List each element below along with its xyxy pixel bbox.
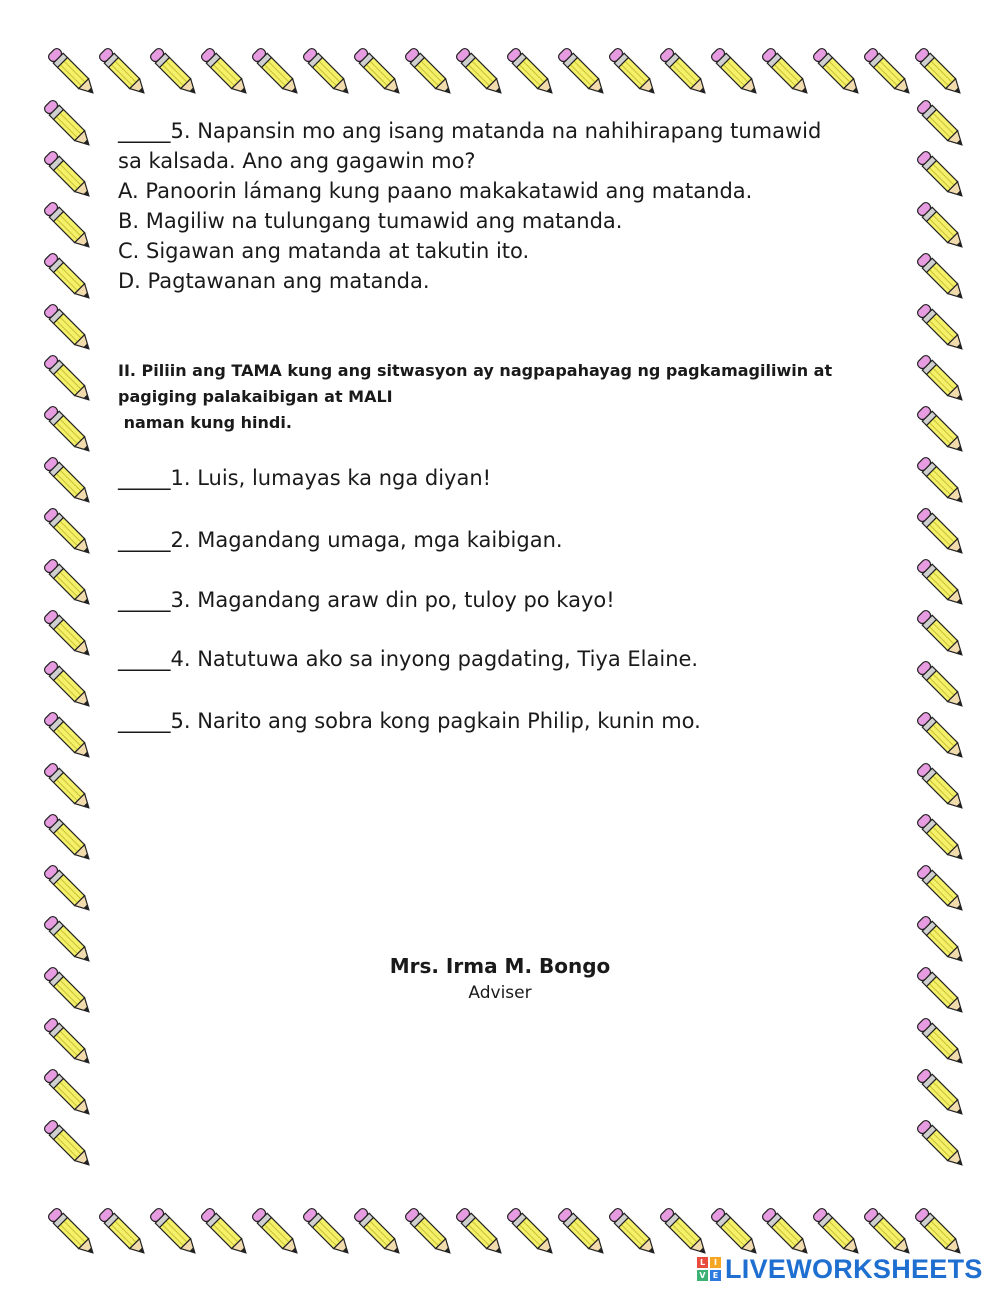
pencil-icon [812, 47, 863, 98]
badge-letter-l: L [697, 1257, 708, 1268]
pencil-icon [914, 47, 965, 98]
pencil-icon [43, 660, 94, 711]
section-2-item-1: _____1. Luis, lumayas ka nga diyan! [118, 466, 492, 490]
pencil-icon [43, 558, 94, 609]
pencil-icon [659, 47, 710, 98]
pencil-icon [659, 1207, 710, 1258]
pencil-icon [404, 1207, 455, 1258]
instruction-line2: pagiging palakaibigan at MALI [118, 387, 393, 406]
pencil-icon [43, 456, 94, 507]
pencil-icon [353, 47, 404, 98]
pencil-icon [43, 762, 94, 813]
pencil-icon [916, 864, 967, 915]
pencil-icon [557, 47, 608, 98]
pencil-icon [916, 1017, 967, 1068]
instruction-line1: II. Piliin ang TAMA kung ang sitwasyon ay nagpapahayag ng pagkamagiliwin at [118, 361, 833, 380]
pencil-icon [43, 201, 94, 252]
pencil-icon [43, 915, 94, 966]
pencil-icon [916, 660, 967, 711]
option-a: A. Panoorin lámang kung paano makakatawid ang matanda. [118, 179, 753, 203]
pencil-icon [43, 609, 94, 660]
pencil-icon [916, 1119, 967, 1170]
pencil-icon [916, 201, 967, 252]
pencil-icon [353, 1207, 404, 1258]
pencil-icon [916, 303, 967, 354]
pencil-icon [506, 47, 557, 98]
pencil-icon [710, 47, 761, 98]
question-5-stem-line2: sa kalsada. Ano ang gagawin mo? [118, 149, 476, 173]
signature-block [300, 952, 700, 1006]
liveworksheets-logo [697, 1252, 983, 1286]
pencil-icon [916, 915, 967, 966]
pencil-icon [43, 405, 94, 456]
pencil-icon [608, 47, 659, 98]
pencil-icon [916, 609, 967, 660]
pencil-icon [916, 507, 967, 558]
pencil-icon [251, 47, 302, 98]
pencil-icon [557, 1207, 608, 1258]
question-5-block [118, 116, 888, 296]
pencil-icon [43, 1017, 94, 1068]
pencil-icon [43, 303, 94, 354]
pencil-icon [43, 354, 94, 405]
pencil-icon [916, 456, 967, 507]
badge-letter-e: E [710, 1270, 721, 1281]
option-d: D. Pagtawanan ang matanda. [118, 269, 430, 293]
pencil-icon [916, 762, 967, 813]
pencil-icon [608, 1207, 659, 1258]
pencil-icon [200, 47, 251, 98]
pencil-icon [863, 47, 914, 98]
pencil-icon [98, 47, 149, 98]
badge-letter-i: I [710, 1257, 721, 1268]
pencil-icon [404, 47, 455, 98]
adviser-name: Mrs. Irma M. Bongo [389, 954, 611, 978]
pencil-icon [916, 150, 967, 201]
badge-letter-v: V [697, 1270, 708, 1281]
pencil-icon [98, 1207, 149, 1258]
question-5-stem-line1: _____5. Napansin mo ang isang matanda na nahihirapang tumawid [118, 119, 822, 143]
pencil-icon [43, 813, 94, 864]
pencil-icon [916, 1068, 967, 1119]
pencil-icon [149, 47, 200, 98]
section-2-instruction [118, 358, 898, 436]
pencil-icon [916, 252, 967, 303]
pencil-icon [149, 1207, 200, 1258]
pencil-icon [43, 507, 94, 558]
pencil-icon [455, 1207, 506, 1258]
pencil-icon [916, 558, 967, 609]
pencil-icon [302, 47, 353, 98]
pencil-icon [43, 1068, 94, 1119]
instruction-line3: naman kung hindi. [118, 413, 292, 432]
option-b: B. Magiliw na tulungang tumawid ang matanda. [118, 209, 623, 233]
pencil-icon [47, 47, 98, 98]
pencil-icon [43, 252, 94, 303]
pencil-icon [506, 1207, 557, 1258]
pencil-icon [43, 966, 94, 1017]
pencil-icon [43, 150, 94, 201]
section-2-item-3: _____3. Magandang araw din po, tuloy po kayo! [118, 588, 615, 612]
adviser-role: Adviser [468, 983, 532, 1003]
pencil-icon [47, 1207, 98, 1258]
pencil-icon [761, 47, 812, 98]
section-2-item-4: _____4. Natutuwa ako sa inyong pagdating, Tiya Elaine. [118, 647, 699, 671]
pencil-icon [43, 864, 94, 915]
pencil-icon [43, 711, 94, 762]
pencil-icon [916, 813, 967, 864]
section-2-item-5: _____5. Narito ang sobra kong pagkain Philip, kunin mo. [118, 709, 701, 733]
pencil-icon [455, 47, 506, 98]
section-2-item-2: _____2. Magandang umaga, mga kaibigan. [118, 528, 563, 552]
pencil-icon [916, 405, 967, 456]
pencil-icon [302, 1207, 353, 1258]
pencil-icon [916, 99, 967, 150]
pencil-icon [43, 99, 94, 150]
pencil-icon [916, 354, 967, 405]
pencil-icon [916, 711, 967, 762]
pencil-icon [812, 1207, 863, 1258]
option-c: C. Sigawan ang matanda at takutin ito. [118, 239, 530, 263]
pencil-icon [914, 1207, 965, 1258]
pencil-icon [916, 966, 967, 1017]
liveworksheets-badge-icon [697, 1257, 721, 1281]
pencil-icon [761, 1207, 812, 1258]
pencil-icon [710, 1207, 761, 1258]
pencil-icon [200, 1207, 251, 1258]
pencil-icon [43, 1119, 94, 1170]
pencil-icon [863, 1207, 914, 1258]
liveworksheets-wordmark: LIVEWORKSHEETS [725, 1253, 983, 1284]
pencil-icon [251, 1207, 302, 1258]
